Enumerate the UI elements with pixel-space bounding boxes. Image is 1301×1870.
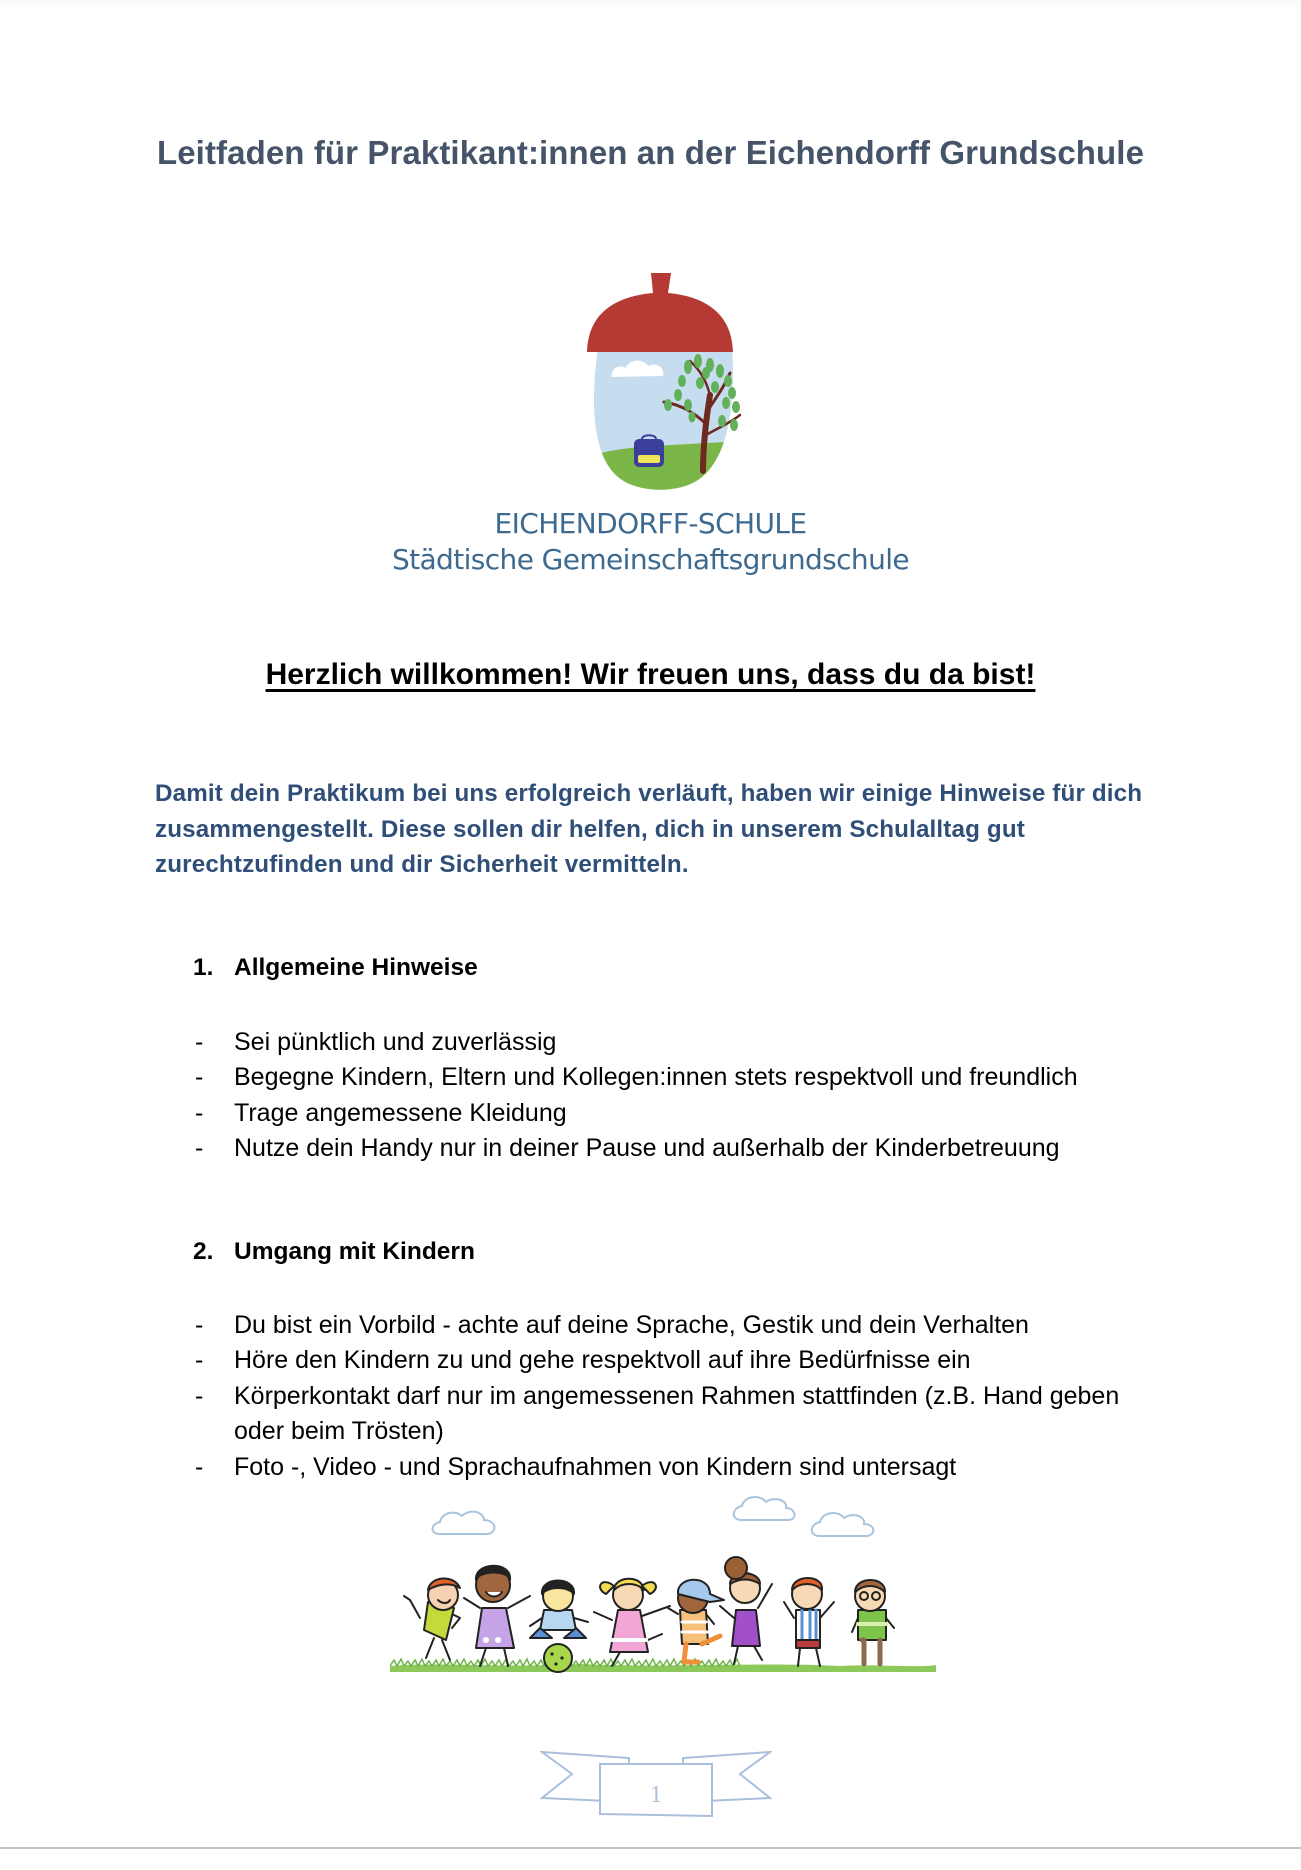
dash-bullet: - <box>195 1063 204 1092</box>
document-title: Leitfaden für Praktikant:innen an der Eichendorff Grundschule <box>156 134 1145 171</box>
child-figure <box>464 1566 530 1666</box>
dash-bullet: - <box>195 1452 204 1481</box>
section-heading-children <box>193 1238 475 1266</box>
page-top-edge <box>0 0 1301 7</box>
child-figure <box>784 1578 834 1666</box>
welcome-heading <box>0 658 1301 692</box>
list-item-text: Trage angemessene Kleidung <box>234 1098 567 1127</box>
list-item <box>193 1060 1193 1095</box>
child-figure <box>668 1580 724 1662</box>
schoolbag-icon <box>634 435 664 467</box>
list-item <box>193 1025 1193 1060</box>
list-item <box>193 1096 1193 1131</box>
list-item-text: Du bist ein Vorbild - achte auf deine Sprache, Gestik und dein Verhalten <box>234 1311 1029 1339</box>
playing-children-illustration <box>380 1490 940 1680</box>
list-item-text: Begegne Kindern, Eltern und Kollegen:innen stets respektvoll und freundlich <box>234 1063 1078 1092</box>
intro-paragraph: Damit dein Praktikum bei uns erfolgreich verläuft, haben wir einige Hinweise für dich zusammengestellt. Diese sollen dir helfen, dich in unserem Schulalltag gut zurechtzufinden und dir Sicherheit vermitteln. <box>155 780 1143 879</box>
list-item <box>193 1450 1193 1485</box>
section-number: 1. <box>193 954 214 981</box>
acorn-logo-icon <box>560 255 760 495</box>
grass <box>390 1659 936 1672</box>
cloud-icon <box>433 1512 495 1534</box>
children-notes-list <box>193 1308 1193 1485</box>
list-item-text: Foto -, Video - und Sprachaufnahmen von Kindern sind untersagt <box>234 1452 957 1481</box>
page-bottom-divider <box>0 1847 1301 1849</box>
dash-bullet: - <box>195 1098 204 1127</box>
section-title: Umgang mit Kindern <box>234 1238 475 1265</box>
cloud-icon <box>812 1513 874 1536</box>
acorn-cap <box>587 273 733 352</box>
child-figure <box>404 1578 460 1660</box>
list-item <box>193 1379 1174 1450</box>
clouds <box>433 1497 874 1536</box>
general-notes-list <box>193 1025 1193 1167</box>
child-figure <box>720 1557 772 1664</box>
list-item <box>193 1308 1193 1343</box>
section-heading-general <box>193 954 478 982</box>
list-item <box>193 1131 1193 1166</box>
list-item-text: Körperkontakt darf nur im angemessenen Rahmen stattfinden (z.B. Hand geben oder beim Trösten) <box>234 1381 1120 1446</box>
child-figure <box>594 1579 670 1666</box>
section-number: 2. <box>193 1238 214 1265</box>
section-title: Allgemeine Hinweise <box>234 954 478 981</box>
dash-bullet: - <box>195 1028 204 1056</box>
dash-bullet: - <box>195 1381 204 1410</box>
school-subtitle: Städtische Gemeinschaftsgrundschule <box>391 543 910 576</box>
page-number: 1 <box>650 1782 662 1808</box>
child-figure <box>530 1581 588 1673</box>
child-figure <box>852 1580 894 1664</box>
list-item-text: Höre den Kindern zu und gehe respektvoll auf ihre Bedürfnisse ein <box>234 1346 971 1375</box>
school-name: EICHENDORFF-SCHULE <box>494 507 807 540</box>
list-item <box>193 1343 1193 1378</box>
welcome-heading-text: Herzlich willkommen! Wir freuen uns, dass du da bist! <box>265 658 1036 691</box>
dash-bullet: - <box>195 1134 204 1163</box>
list-item-text: Sei pünktlich und zuverlässig <box>234 1028 557 1056</box>
cloud-icon <box>734 1497 795 1520</box>
dash-bullet: - <box>195 1311 204 1339</box>
dash-bullet: - <box>195 1346 204 1375</box>
list-item-text: Nutze dein Handy nur in deiner Pause und außerhalb der Kinderbetreuung <box>234 1134 1060 1163</box>
